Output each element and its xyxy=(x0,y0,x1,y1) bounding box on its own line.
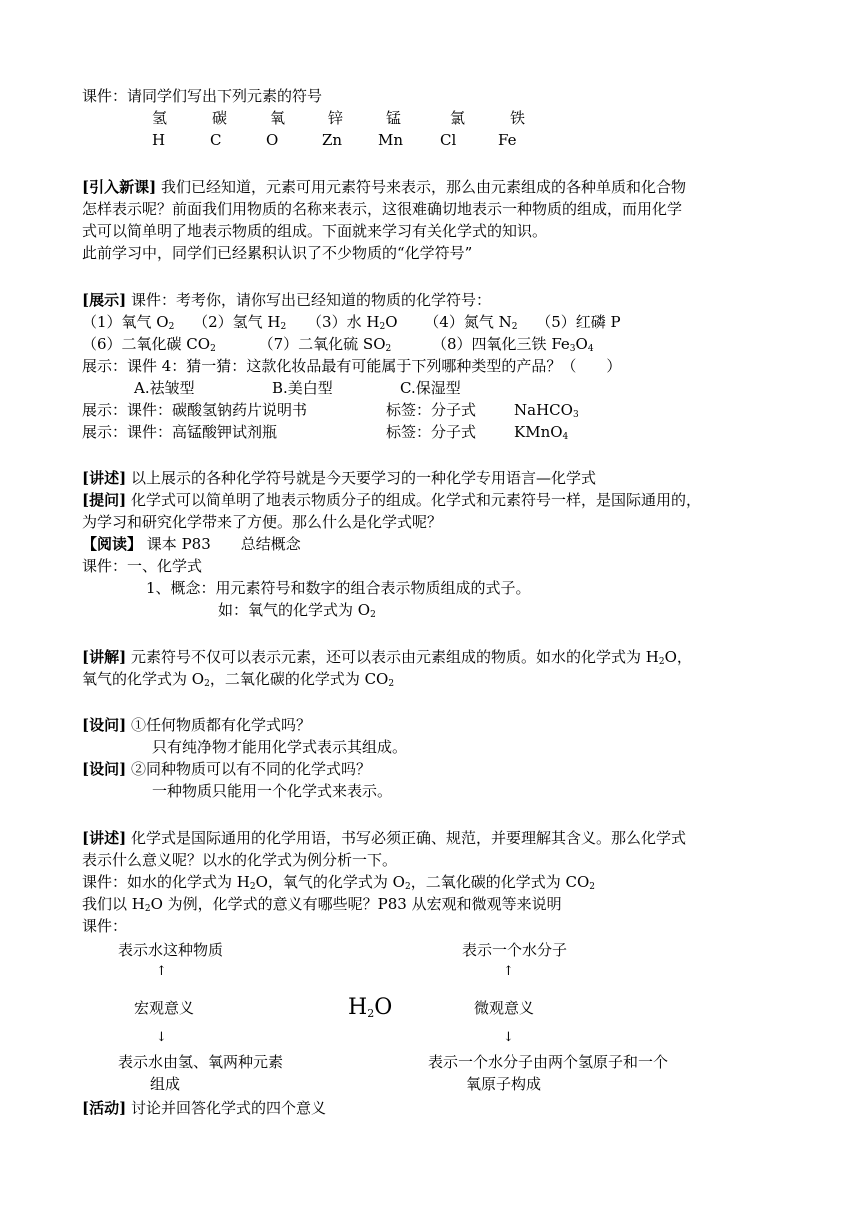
element-name: 锰 xyxy=(386,109,402,127)
section-tag: [讲解] xyxy=(82,648,127,666)
answer-2: 一种物质只能用一个化学式来表示。 xyxy=(152,782,393,800)
new-lesson-line-2: 怎样表示呢？前面我们用物质的名称来表示，这很难确切地表示一种物质的组成，而用化学 xyxy=(82,200,683,218)
element-symbol: Mn xyxy=(378,131,404,149)
macro-meaning-label: 宏观意义 xyxy=(134,999,195,1017)
activity-line: [活动] 讨论并回答化学式的四个意义 xyxy=(82,1099,326,1117)
center-formula: $H_2O$ xyxy=(348,995,393,1020)
ask-line-1: [提问] 化学式可以简单明了地表示物质分子的组成。化学式和元素符号一样，是国际通用的， xyxy=(82,491,701,509)
element-name: 氧 xyxy=(270,109,286,127)
element-symbol: Cl xyxy=(440,131,457,149)
new-lesson-line-4: 此前学习中，同学们已经累积认识了不少物质的“化学符号” xyxy=(82,244,473,262)
section-tag: [设问] xyxy=(82,716,127,734)
micro-meaning-label: 微观意义 xyxy=(474,999,535,1017)
macro-bottom-line-2: 组成 xyxy=(150,1075,181,1093)
intro-prompt: 课件：请同学们写出下列元素的符号 xyxy=(82,87,323,105)
new-lesson-line-3: 式可以简单明了地表示物质的组成。下面就来学习有关化学式的知识。 xyxy=(82,222,548,240)
ask-line-2: 为学习和研究化学带来了方便。那么什么是化学式呢？ xyxy=(82,513,443,531)
talk-1: [讲述] 以上展示的各种化学符号就是今天要学习的一种化学专用语言—化学式 xyxy=(82,469,596,487)
element-symbol: H xyxy=(152,131,166,149)
down-arrow-icon: ↓ xyxy=(503,1030,514,1045)
talk-2-line-4: 我们以 $H_2O$ 为例，化学式的意义有哪些呢？P83 从宏观和微观等来说明 xyxy=(82,895,562,914)
concept-line-1: 课件：一、化学式 xyxy=(82,557,203,575)
macro-bottom-line-1: 表示水由氢、氧两种元素 xyxy=(118,1053,284,1071)
section-tag: [讲述] xyxy=(82,469,127,487)
question-1: [设问] ①任何物质都有化学式吗？ xyxy=(82,716,311,734)
section-tag: [设问] xyxy=(82,760,127,778)
show-line-4: 展示：课件 4：猜一猜：这款化妆品最有可能属于下列哪种类型的产品？（ ） xyxy=(82,357,622,375)
element-symbol: Zn xyxy=(322,131,343,149)
section-tag: [引入新课] xyxy=(82,178,157,196)
option-row xyxy=(134,378,461,398)
element-name: 氢 xyxy=(152,109,168,127)
element-name: 氯 xyxy=(450,109,466,127)
answer-1: 只有纯净物才能用化学式表示其组成。 xyxy=(152,738,408,756)
talk-2-line-1: [讲述] 化学式是国际通用的化学用语，书写必须正确、规范，并要理解其含义。那么化学式 xyxy=(82,829,686,847)
element-name: 碳 xyxy=(212,109,228,127)
down-arrow-icon: ↓ xyxy=(156,1030,167,1045)
element-name: 铁 xyxy=(510,109,526,127)
up-arrow-icon: ↑ xyxy=(503,964,514,979)
element-symbol: C xyxy=(210,131,222,149)
option-b: B.美白型 xyxy=(272,379,333,397)
macro-top-label: 表示水这种物质 xyxy=(118,941,224,959)
show-line-7: 展示：课件：高锰酸钾试剂瓶 标签：分子式 KMnO$_4$ xyxy=(82,423,569,442)
element-symbols-row xyxy=(152,130,516,150)
talk-2-line-2: 表示什么意义呢？以水的化学式为例分析一下。 xyxy=(82,851,398,869)
section-tag: [展示] xyxy=(82,291,127,309)
read-line: 【阅读】 课本 P83 总结概念 xyxy=(82,535,301,553)
section-tag: [提问] xyxy=(82,491,127,509)
formula-row-1: （1）氧气 $O_2$ （2）氢气 $H_2$ （3）水 $H_2O$ （4）氮气 $N_2$ （5）红磷 P xyxy=(82,313,621,332)
explain-line-1: [讲解] 元素符号不仅可以表示元素，还可以表示由元素组成的物质。如水的化学式为 $H_2O$， xyxy=(82,648,692,667)
show-line-1: [展示] 课件：考考你，请你写出已经知道的物质的化学符号： xyxy=(82,291,491,309)
section-tag: 【阅读】 xyxy=(82,535,143,553)
micro-bottom-line-2: 氧原子构成 xyxy=(466,1075,542,1093)
show-line-6: 展示：课件：碳酸氢钠药片说明书 标签：分子式 NaHCO$_3$ xyxy=(82,401,579,420)
section-tag: [活动] xyxy=(82,1099,127,1117)
explain-line-2: 氧气的化学式为 $O_2$，二氧化碳的化学式为 $CO_2$ xyxy=(82,670,395,689)
section-tag: [讲述] xyxy=(82,829,127,847)
element-symbol: O xyxy=(266,131,279,149)
talk-2-line-5: 课件： xyxy=(82,917,128,935)
talk-2-line-3: 课件：如水的化学式为 $H_2O$，氧气的化学式为 $O_2$，二氧化碳的化学式为 $CO_2$ xyxy=(82,873,595,892)
micro-bottom-line-1: 表示一个水分子由两个氢原子和一个 xyxy=(428,1053,669,1071)
option-a: A.祛皱型 xyxy=(134,379,195,397)
concept-line-3: 如：氧气的化学式为 $O_2$ xyxy=(218,601,376,620)
element-symbol: Fe xyxy=(498,131,517,149)
element-names-row xyxy=(152,108,525,128)
new-lesson-line-1: [引入新课] 我们已经知道，元素可用元素符号来表示，那么由元素组成的各种单质和化合物 xyxy=(82,178,686,196)
element-name: 锌 xyxy=(328,109,344,127)
up-arrow-icon: ↑ xyxy=(156,964,167,979)
micro-top-label: 表示一个水分子 xyxy=(462,941,568,959)
option-c: C.保湿型 xyxy=(400,379,461,397)
concept-line-2: 1、概念：用元素符号和数字的组合表示物质组成的式子。 xyxy=(146,579,531,597)
formula-row-2: （6）二氧化碳 $CO_2$ （7）二氧化硫 $SO_2$ （8）四氧化三铁 $Fe_3O_4$ xyxy=(82,335,594,354)
question-2: [设问] ②同种物质可以有不同的化学式吗？ xyxy=(82,760,371,778)
